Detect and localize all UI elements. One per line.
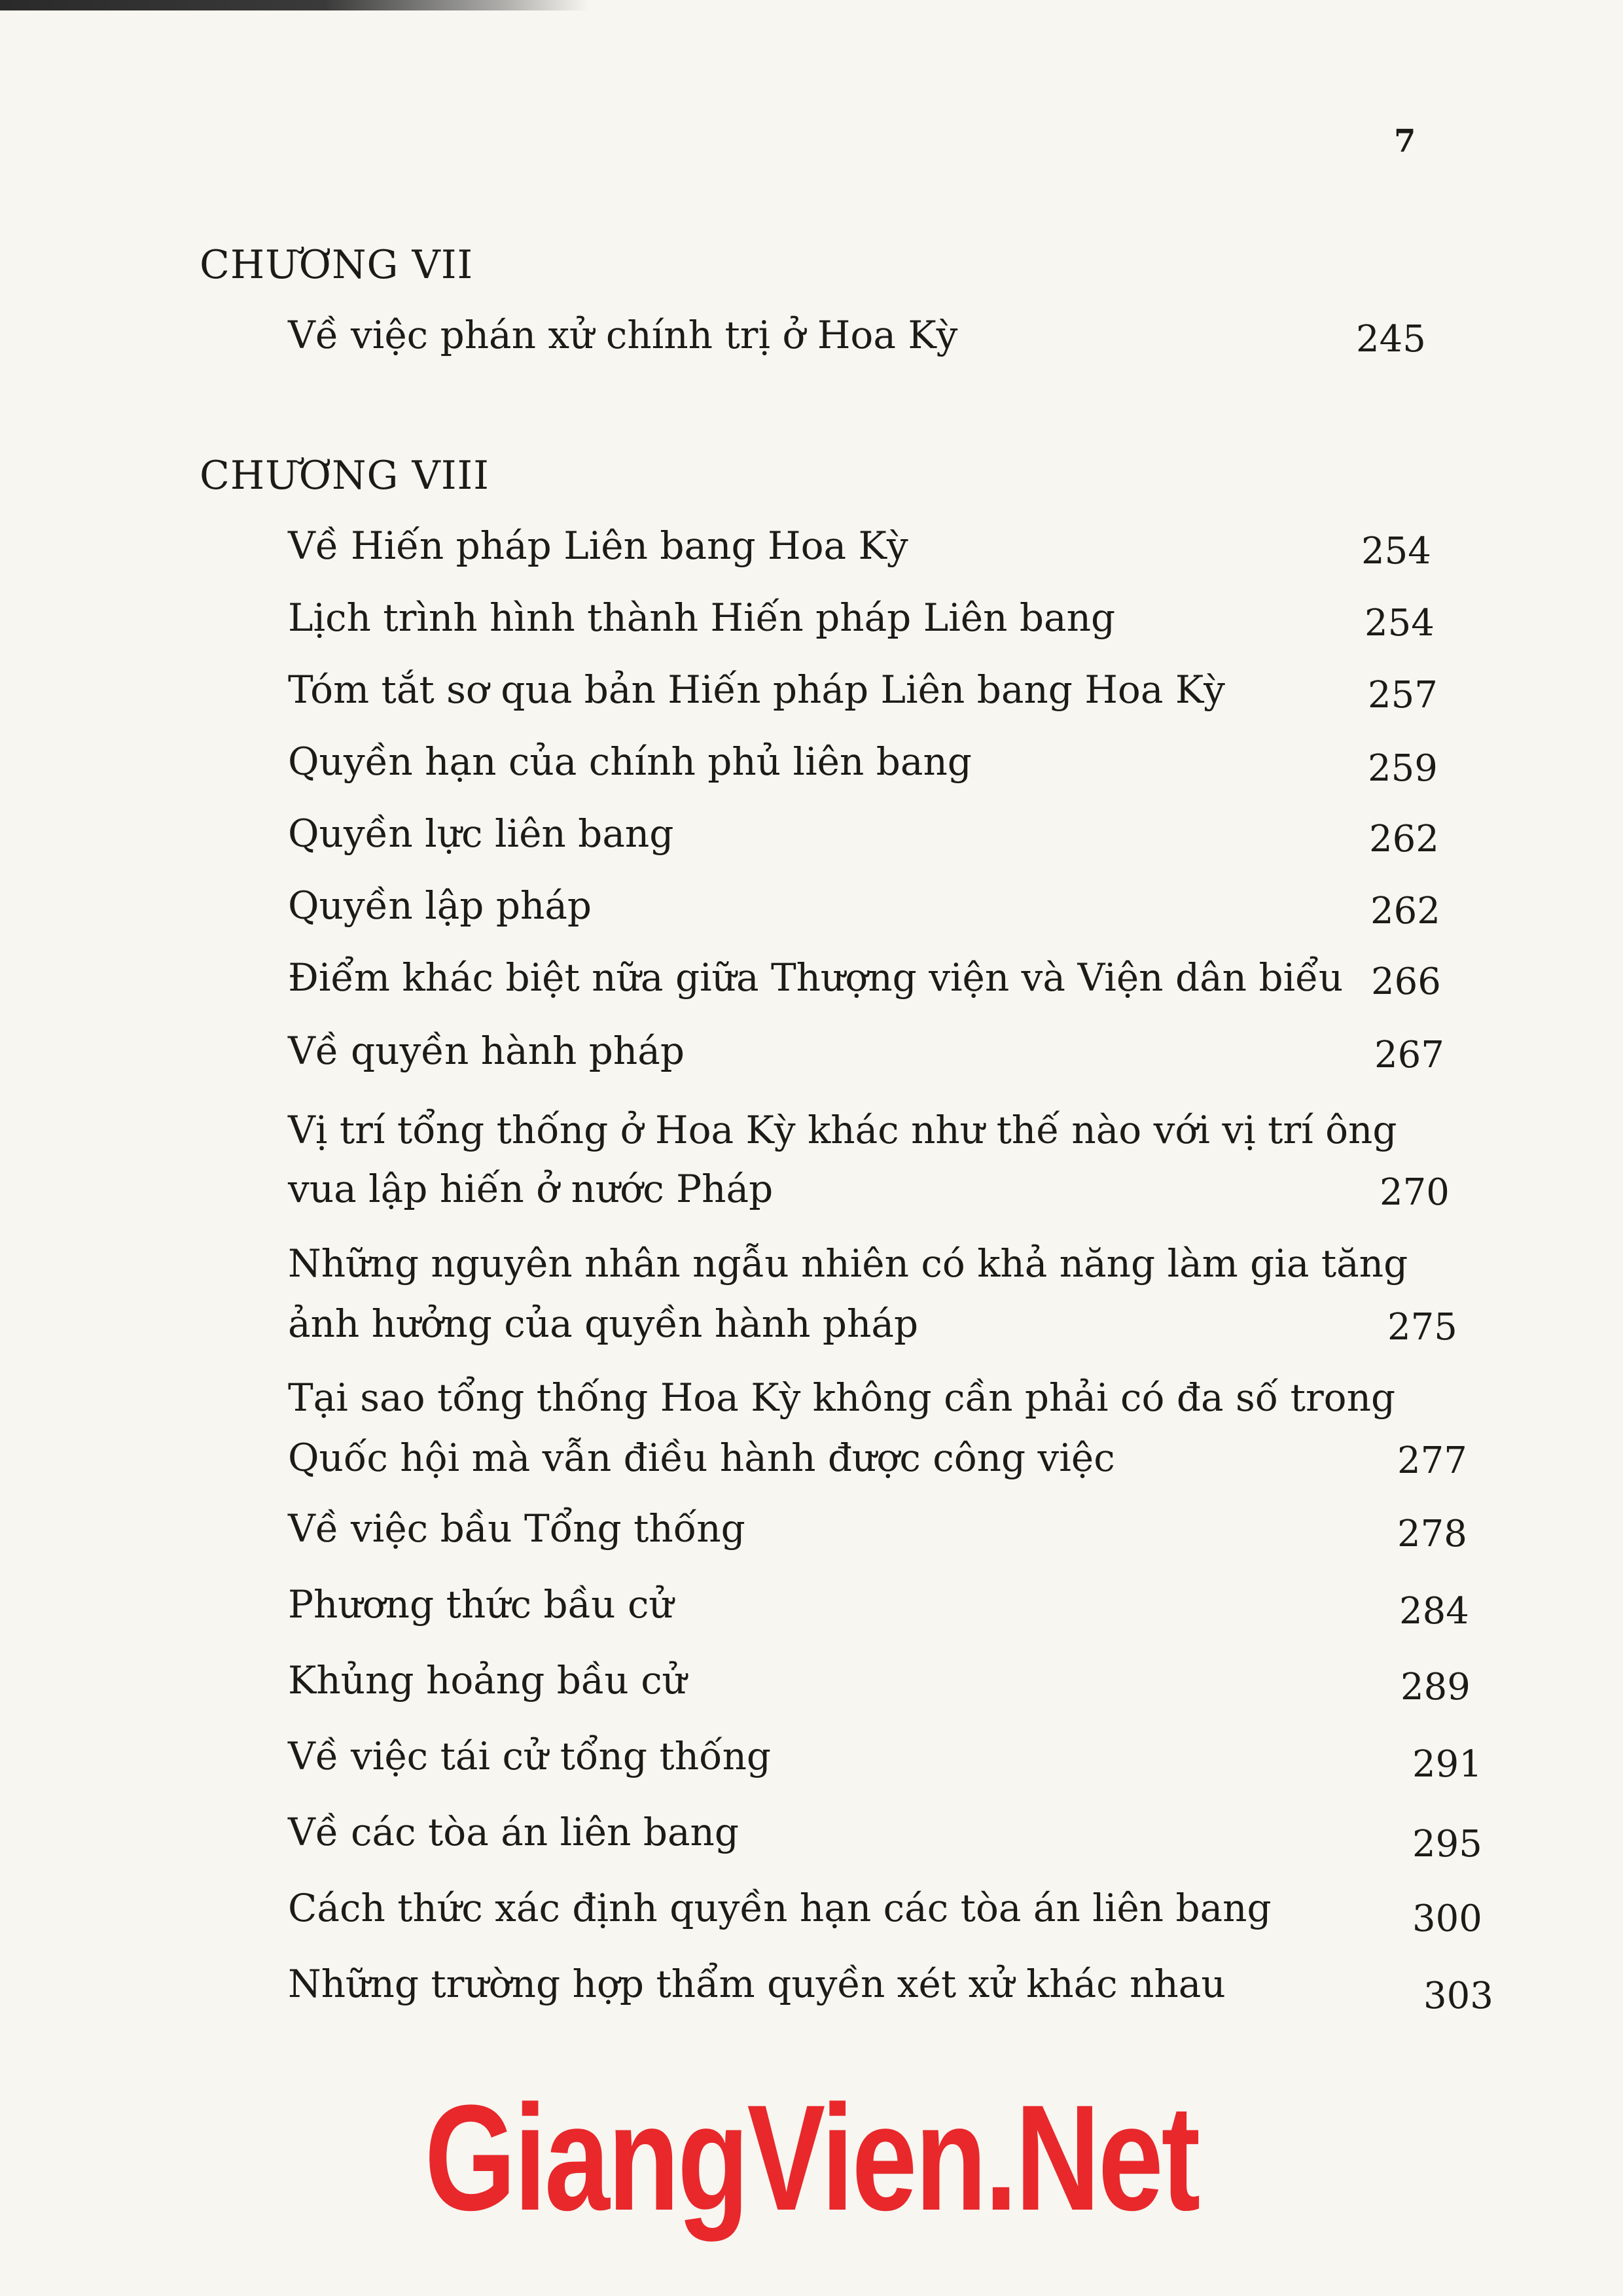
- toc-entry-title: Vị trí tổng thống ở Hoa Kỳ khác như thế nào với vị trí ông: [288, 1108, 1397, 1152]
- toc-entry-page: 303: [1423, 1975, 1493, 2017]
- toc-entry: [288, 1658, 687, 1703]
- toc-entry-page: 266: [1371, 961, 1441, 1003]
- toc-entry: [288, 1233, 1408, 1354]
- toc-entry-page: 270: [1380, 1171, 1450, 1214]
- toc-entry-page: 275: [1387, 1306, 1457, 1349]
- toc-entry: [288, 1886, 1272, 1930]
- toc-entry-page: 259: [1368, 747, 1438, 790]
- toc-entry-page: 262: [1369, 818, 1439, 860]
- toc-entry: [288, 1101, 1397, 1218]
- toc-entry-title: Những trường hợp thẩm quyền xét xử khác nhau: [288, 1962, 1226, 2006]
- toc-entry: [288, 883, 592, 928]
- toc-entry-page: 291: [1412, 1743, 1482, 1786]
- toc-entry-page: 257: [1368, 674, 1438, 716]
- toc-entry-title: Quyền lập pháp: [288, 883, 592, 928]
- toc-entry: [288, 1582, 673, 1627]
- toc-entry-page: 278: [1397, 1513, 1467, 1555]
- toc-entry-title: Cách thức xác định quyền hạn các tòa án liên bang: [288, 1886, 1272, 1930]
- toc-entry-page: 295: [1412, 1823, 1482, 1865]
- toc-entry-page: 254: [1364, 602, 1435, 645]
- toc-entry-title: Về Hiến pháp Liên bang Hoa Kỳ: [288, 523, 908, 568]
- toc-entry: [288, 1029, 685, 1073]
- toc-entry-page: 300: [1412, 1898, 1482, 1940]
- toc-entry: [288, 955, 1343, 1000]
- toc-entry-title-continued: Quốc hội mà vẫn điều hành được công việc: [288, 1436, 1115, 1480]
- toc-entry: [288, 313, 957, 357]
- toc-entry-title: Quyền lực liên bang: [288, 811, 674, 856]
- toc-entry: [288, 595, 1115, 640]
- toc-entry-page: 289: [1400, 1666, 1471, 1708]
- toc-entry-title: Quyền hạn của chính phủ liên bang: [288, 739, 972, 784]
- toc-entry-page: 267: [1374, 1034, 1444, 1076]
- toc-entry-title: Về việc tái cử tổng thống: [288, 1734, 772, 1778]
- toc-entry: [288, 739, 972, 784]
- toc-entry-title-continued: ảnh hưởng của quyền hành pháp: [288, 1301, 919, 1346]
- toc-entry-title: Về quyền hành pháp: [288, 1029, 685, 1073]
- toc-entry: [288, 811, 673, 856]
- toc-entry-page: 262: [1370, 890, 1440, 932]
- chapter-title-viii: CHƯƠNG VIII: [200, 453, 490, 499]
- toc-entry: [288, 523, 908, 568]
- toc-entry: [288, 1506, 745, 1551]
- toc-entry-title: Những nguyên nhân ngẫu nhiên có khả năng làm gia tăng: [288, 1241, 1408, 1286]
- toc-entry-page: 245: [1356, 318, 1426, 361]
- scan-edge-shadow: [0, 0, 589, 10]
- toc-entry-title: Lịch trình hình thành Hiến pháp Liên bang: [288, 595, 1116, 640]
- toc-entry: [288, 1962, 1226, 2006]
- toc-entry-title: Điểm khác biệt nữa giữa Thượng viện và Viện dân biểu: [288, 955, 1344, 1000]
- toc-entry: [288, 1734, 771, 1778]
- toc-entry: [288, 1368, 1395, 1488]
- watermark-text: GiangVien.Net: [424, 2074, 1199, 2242]
- toc-entry: [288, 1810, 739, 1854]
- toc-entry-title: Về các tòa án liên bang: [288, 1810, 740, 1854]
- toc-entry-title-continued: vua lập hiến ở nước Pháp: [288, 1167, 774, 1211]
- toc-entry-title: Phương thức bầu cử: [288, 1582, 673, 1627]
- toc-entry-title: Tóm tắt sơ qua bản Hiến pháp Liên bang Hoa Kỳ: [288, 667, 1225, 712]
- toc-entry-title: Về việc bầu Tổng thống: [288, 1506, 745, 1551]
- toc-entry: [288, 667, 1225, 712]
- chapter-title-vii: CHƯƠNG VII: [200, 242, 474, 288]
- toc-entry-page: 277: [1397, 1439, 1467, 1482]
- page-number: 7: [1394, 123, 1416, 160]
- toc-entry-page: 254: [1361, 530, 1431, 573]
- toc-entry-title: Khủng hoảng bầu cử: [288, 1658, 687, 1703]
- toc-entry-page: 284: [1399, 1590, 1469, 1633]
- toc-entry-title: Về việc phán xử chính trị ở Hoa Kỳ: [288, 313, 958, 357]
- toc-entry-title: Tại sao tổng thống Hoa Kỳ không cần phải có đa số trong: [288, 1375, 1396, 1420]
